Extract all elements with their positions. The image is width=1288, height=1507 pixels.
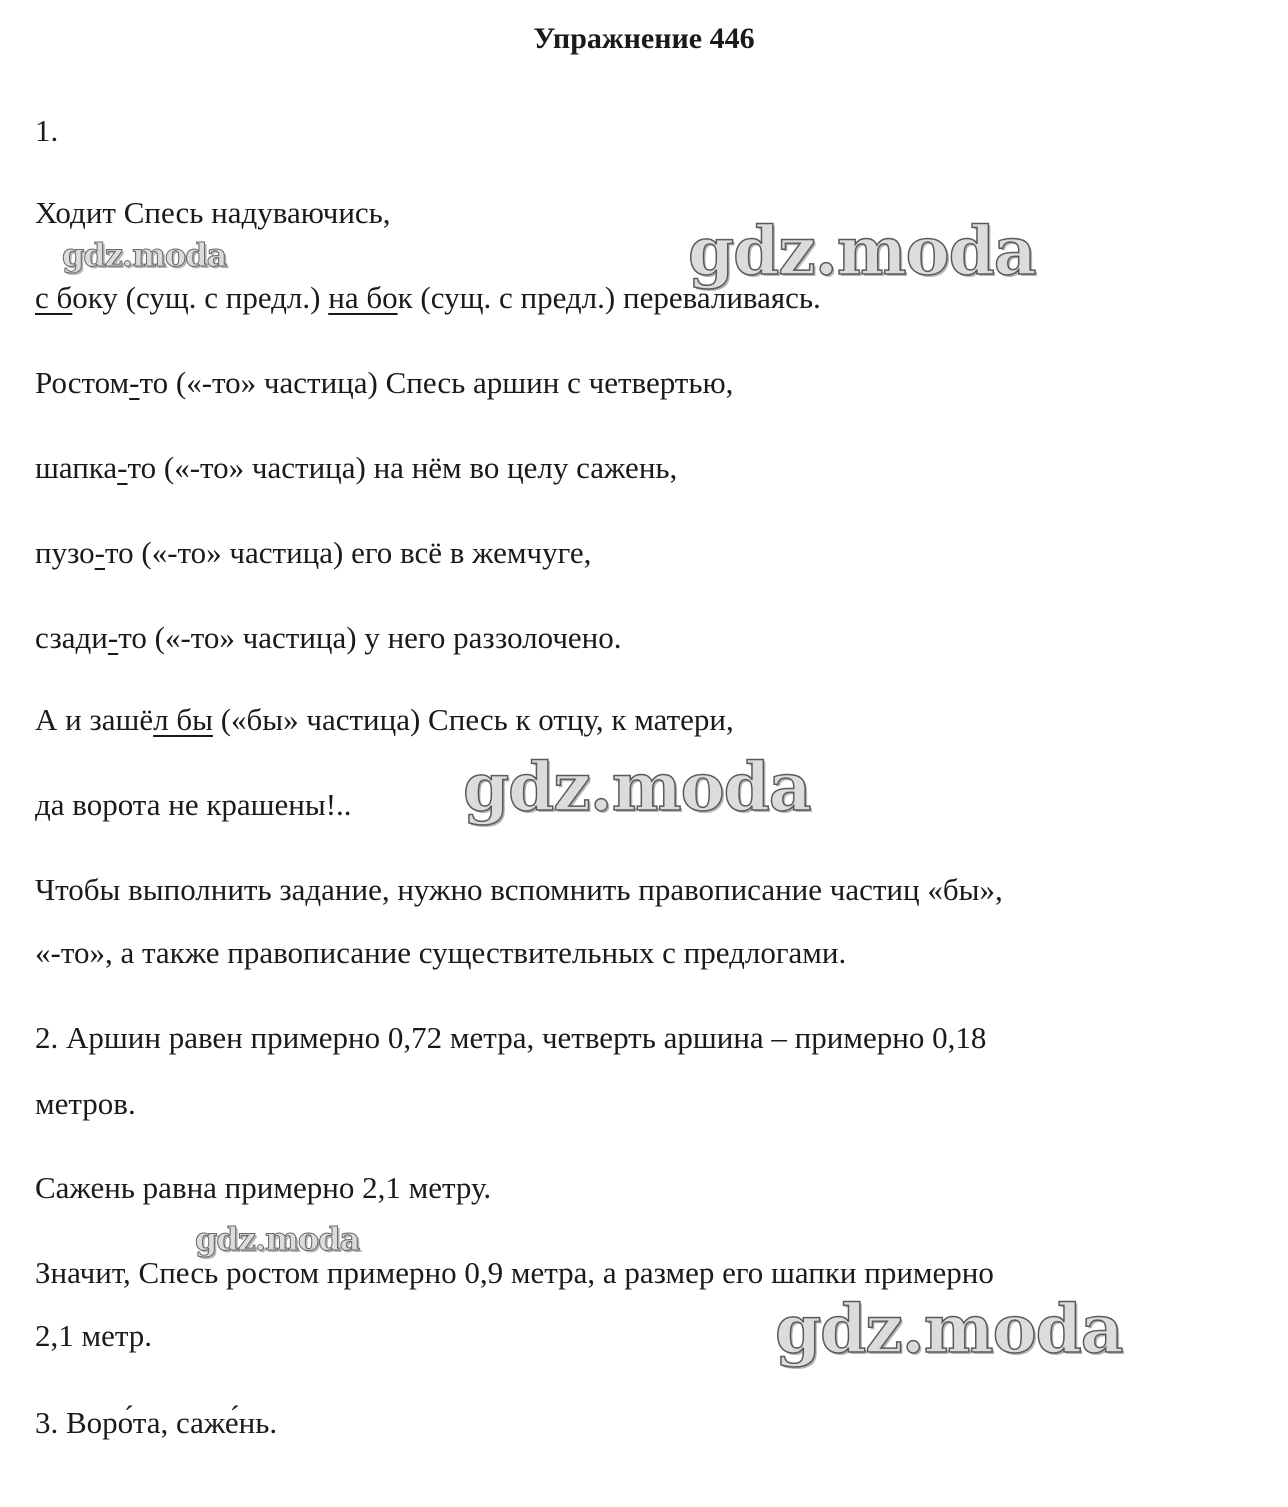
text-line: Ростом-то («-то» частица) Спесь аршин с четвертью,: [35, 365, 734, 400]
watermark-logo: gdz.moda: [195, 1220, 360, 1258]
underlined-hyphen: -: [117, 450, 128, 485]
text-line: да ворота не крашены!..: [35, 787, 352, 822]
underlined-hyphen: -: [129, 365, 140, 400]
underlined-prefix: на бо: [328, 280, 398, 315]
text-line: метров.: [35, 1086, 136, 1121]
watermark-logo: gdz.moda: [688, 212, 1036, 290]
text-line: Сажень равна примерно 2,1 метру.: [35, 1170, 492, 1205]
underlined-prefix: с б: [35, 280, 73, 315]
text-line: Чтобы выполнить задание, нужно вспомнить правописание частиц «бы»,: [35, 872, 1003, 907]
watermark-logo: gdz.moda: [775, 1290, 1123, 1368]
text-line: с боку (сущ. с предл.) на бок (сущ. с предл.) переваливаясь.: [35, 280, 821, 315]
text-line: 3. Воро́та, саже́нь.: [35, 1405, 278, 1440]
underlined-particle: л бы: [153, 702, 213, 737]
text-line: 2,1 метр.: [35, 1318, 153, 1353]
underlined-hyphen: -: [107, 620, 119, 655]
text-line: «-то», а также правописание существительных с предлогами.: [35, 935, 847, 970]
page-title: Упражнение 446: [533, 22, 755, 55]
text-line: 2. Аршин равен примерно 0,72 метра, четверть аршина – примерно 0,18: [35, 1020, 987, 1055]
watermark-logo: gdz.moda: [463, 748, 811, 826]
text-line: Значит, Спесь ростом примерно 0,9 метра, а размер его шапки примерно: [35, 1255, 994, 1290]
text-line: сзади-то («-то» частица) у него раззолочено.: [35, 620, 622, 655]
text-line: А и зашёл бы («бы» частица) Спесь к отцу, к матери,: [35, 702, 734, 737]
watermark-logo: gdz.moda: [62, 236, 227, 274]
text-line: Ходит Спесь надуваючись,: [35, 195, 391, 230]
text-line: пузо-то («-то» частица) его всё в жемчуге,: [35, 535, 592, 570]
item-number-1: 1.: [35, 113, 59, 148]
text-line: шапка-то («-то» частица) на нём во целу сажень,: [35, 450, 678, 485]
underlined-hyphen: -: [94, 535, 105, 570]
